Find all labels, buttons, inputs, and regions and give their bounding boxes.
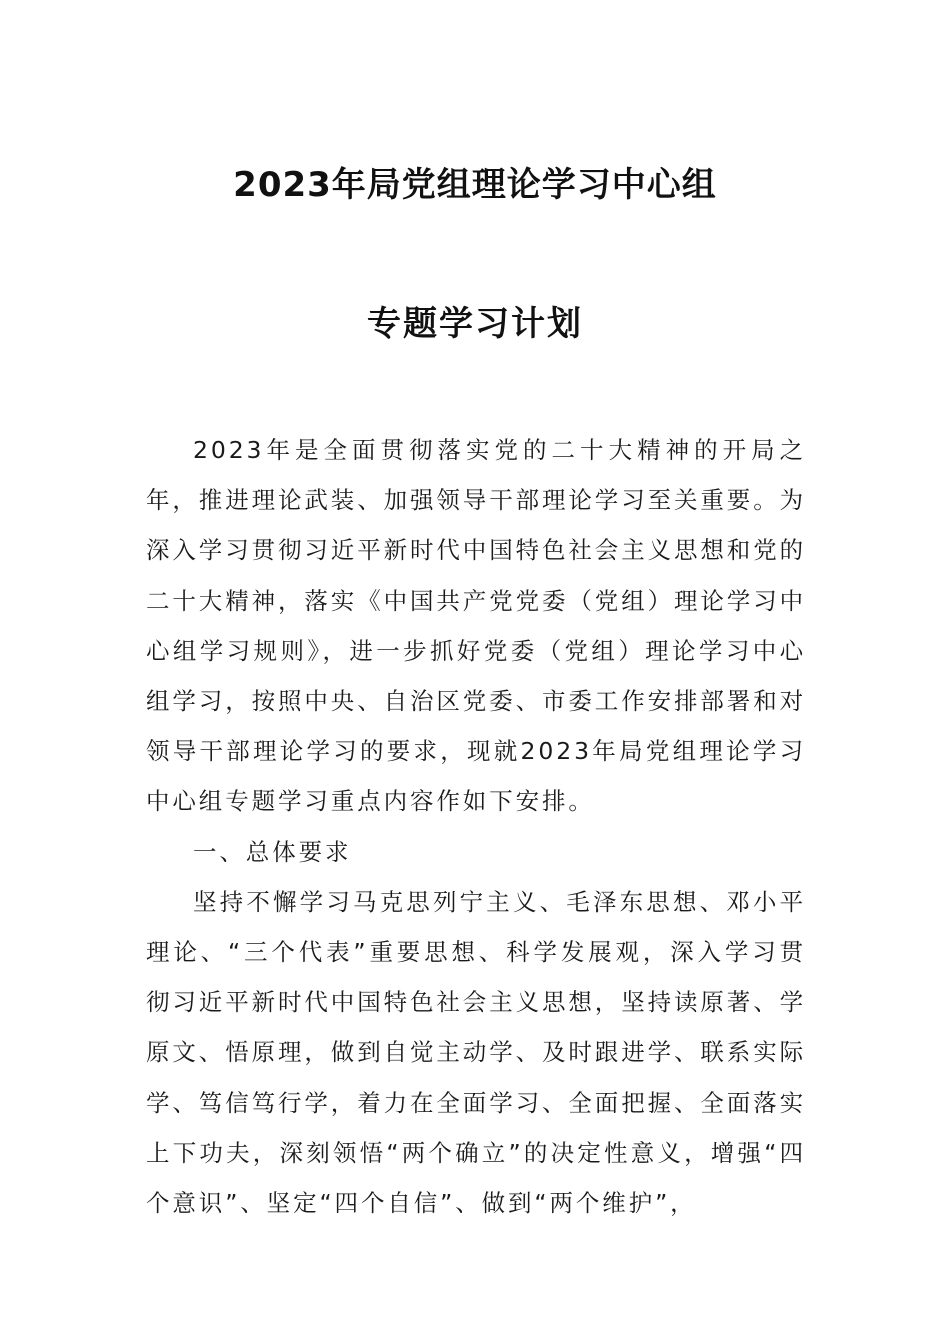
document-subtitle: 专题学习计划	[367, 304, 583, 344]
body-paragraph: 坚持不懈学习马克思列宁主义、毛泽东思想、邓小平理论、“三个代表”重要思想、科学发展观，深入学习贯彻习近平新时代中国特色社会主义思想，坚持读原著、学原文、悟原理，做到自觉主动学、及时跟进学、联系实际学、笃信笃行学，着力在全面学习、全面把握、全面落实上下功夫，深刻领悟“两个确立”的决定性意义，增强“四个意识”、坚定“四个自信”、做到“两个维护”，	[146, 887, 806, 1218]
document-title: 2023年局党组理论学习中心组	[233, 165, 717, 205]
section-heading: 一、总体要求	[193, 837, 352, 866]
intro-paragraph: 2023年是全面贯彻落实党的二十大精神的开局之年，推进理论武装、加强领导干部理论学习至关重要。为深入学习贯彻习近平新时代中国特色社会主义思想和党的二十大精神，落实《中国共产党党委（党组）理论学习中心组学习规则》，进一步抓好党委（党组）理论学习中心组学习，按照中央、自治区党委、市委工作安排部署和对领导干部理论学习的要求，现就2023年局党组理论学习中心组专题学习重点内容作如下安排。	[146, 436, 806, 816]
document-body	[146, 425, 806, 1228]
